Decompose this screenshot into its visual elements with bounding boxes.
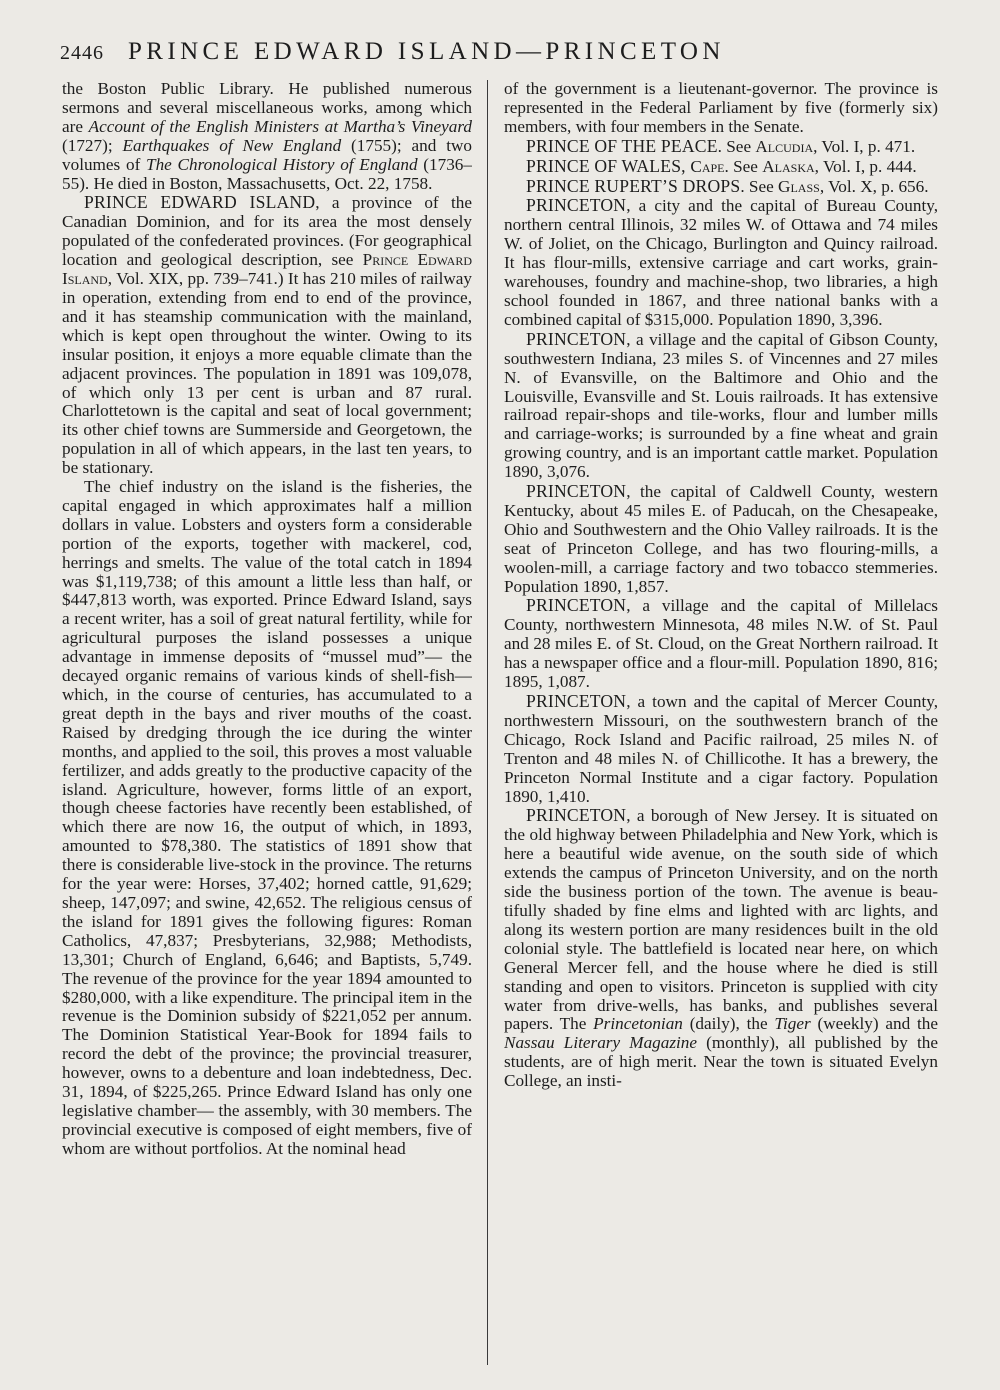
entry-princeton-kentucky: PRINCETON, the capital of Caldwell County, western Kentucky, about 45 miles E. of Paducah, on the Chesapeake, Ohio and Southwestern and the Ohio Valley railroads. It is the seat of Princeton College, and has two flouring-mills, a woolen-mill, a carriage factory and two tobacco stemmeries. Population 1890, 1,857. [504,481,938,596]
entry-prince-edward-island: PRINCE EDWARD ISLAND, a province of the Canadian Dominion, and for its area the most densely populated of the confederated provinces. (For geographical location and geological description, see Prince Edward Island, Vol. XIX, pp. 739–741.) It has 210 miles of railway in operation, extending from end to end of the province, and it has steamship communication with the mainland, which is kept open throughout the winter. Owing to its insular position, it enjoys a more equable climate than the adjacent provinces. The population in 1891 was 109,078, of which only 13 per cent is urban and 87 rural. Charlottetown is the capital and seat of local government; its other chief towns are Summerside and Georgetown, the population in all of which appears, in the last ten years, to be stationary. [62,192,472,478]
entry-prince-ruperts-drops: PRINCE RUPERT’S DROPS. See Glass, Vol. X, p. 656. [526,175,929,196]
paragraph-government-cont: of the government is a lieutenant-governor. The province is represented in the Federal Parliament by five (formerly six) members, with four members in the Senate. [504,80,938,136]
headword: PRINCETON [526,595,627,616]
cross-reference: Alcudia [755,136,814,156]
headword: PRINCETON [526,328,627,349]
headword-cape: Cape [690,156,725,176]
entry-princeton-new-jersey: PRINCETON, a borough of New Jersey. It is situated on the old highway between Philadelphia and New York, which is here a beautiful wide avenue, on the south side of which extends the campus of Princeton University, and on the north side the business portion of the town. The avenue is beautifully shaded by fine elms and lighted with arc lights, and along its western portion are many residences built in the old colonial style. The battlefield is located near here, on which General Mercer fell, and the house where he died is still standing and open to visitors. Princeton is supplied with city water from drive-wells, has banks, and publishes several papers. The Princetonian (daily), the Tiger (weekly) and the Nassau Literary Magazine (monthly), all published by the students, are of high merit. Near the town is situated Evelyn College, an insti- [504,805,938,1091]
cross-reference: Glass [778,176,820,196]
headword: PRINCETON [526,195,627,216]
title-nassau-literary-magazine: Nassau Literary Magazine [504,1033,698,1053]
headword: PRINCETON [526,481,627,502]
entry-princeton-missouri: PRINCETON, a town and the capital of Mercer County, northwestern Missouri, on the southwestern branch of the Chicago, Rock Island and Pacific railroad, 25 miles N. of Trenton and 48 miles N. of Chillicothe. It has a brewery, the Princeton Normal Institute and a cigar factory. Population 1890, 1,410. [504,691,938,806]
page-header [60,38,950,72]
paragraph-prince-thomas-cont: the Boston Public Library. He published numerous sermons and several miscellaneous works, among which are Account of the English Ministers at Martha’s Vineyard (1727); Earthquakes of New England (1755); and two volumes of The Chronological History of England (1736–55). He died in Boston, Massachusetts, Oct. 22, 1758. [62,80,472,193]
headword: PRINCE RUPERT’S DROPS [526,175,741,196]
title-chronological-history: The Chronological History of England [146,154,418,174]
running-head: PRINCE EDWARD ISLAND—PRINCETON [128,38,725,65]
title-account-of-ministers: Account of the English Ministers at Martha’s Vineyard [88,116,472,136]
right-column [504,80,938,1370]
entry-prince-of-the-peace: PRINCE OF THE PEACE. See Alcudia, Vol. I, p. 471. [526,135,916,156]
entry-princeton-indiana: PRINCETON, a village and the capital of Gibson County, southwestern Indiana, 23 miles S. of Vincennes and 27 miles N. of Evansville, on the Baltimore and Ohio and the Louisville, Evansville and St. Louis railroads. It has extensive railroad repair-shops and tile-works, flour and lumber mills and carriage-works; is surrounded by a fine wheat and grain growing country, and is an important cattle market. Population 1890, 3,076. [504,328,938,482]
cross-reference: Alaska [762,156,815,176]
column-divider [487,80,488,1365]
title-earthquakes: Earthquakes of New England [122,135,342,155]
entry-prince-of-wales-cape: PRINCE OF WALES, Cape. See Alaska, Vol. I, p. 444. [526,155,917,176]
headword: PRINCETON [526,805,627,826]
headword: PRINCE OF THE PEACE [526,135,718,156]
title-tiger: Tiger [774,1014,811,1034]
paragraph-fisheries: The chief industry on the island is the fisheries, the capital engaged in which approximates half a million dollars in value. Lobsters and oysters form a considerable portion of the exports, together with mackerel, cod, herrings and smelts. The value of the total catch in 1894 was $1,119,738; of this amount a little less than half, or $447,813 worth, was exported. Prince Edward Island, says a recent writer, has a soil of great natural fertility, while for agricultural purposes the island possesses a unique advantage in immense deposits of “mussel mud”— the decayed organic remains of various kinds of shell-fish—which, in the course of centuries, has accumulated to a great depth in the bays and river mouths of the coast. Raised by dredging through the ice during the winter months, and applied to the soil, this proves a most valuable fertilizer, and adds greatly to the productive capacity of the island. Agriculture, however, forms little of an export, though cheese factories have recently been established, of which there are now 16, the output of which, in 1893, amounted to $78,380. The statistics of 1891 show that there is considerable live-stock in the province. The returns for the year were: Horses, 37,402; horned cattle, 91,629; sheep, 147,097; and swine, 42,652. The religious census of the island for 1891 gives the following figures: Roman Catholics, 47,837; Presbyterians, 32,988; Methodists, 13,301; Church of England, 6,646; and Baptists, 5,749. The revenue of the province for the year 1894 amounted to $280,000, with a like expenditure. The principal item in the revenue is the Dominion subsidy of $221,052 per annum. The Dominion Statistical Year-Book for 1894 fails to record the debt of the province; the provincial treasurer, however, owns to a debenture and loan indebtedness, Dec. 31, 1894, of $225,265. Prince Edward Island has only one legislative chamber— the assembly, with 30 members. The provincial executive is composed of eight members, five of whom are without portfolios. At the nominal head [62,477,472,1158]
title-princetonian: Princetonian [593,1014,683,1034]
left-column [62,80,472,1370]
cross-reference: Prince Edward Island [62,250,472,289]
headword: PRINCETON [526,691,627,711]
entry-princeton-illinois: PRINCETON, a city and the capital of Bureau County, northern central Illinois, 32 miles W. of Ottawa and 74 miles W. of Joliet, on the Chicago, Burlington and Quincy railroad. It has flour-mills, extensive carriage and cart works, grain-warehouses, foundry and machine-shop, two libraries, a high school founded in 1867, and three national banks with a combined capital of $315,000. Population 1890, 3,396. [504,195,938,329]
headword: PRINCE OF WALES, [526,155,691,176]
entry-princeton-minnesota: PRINCETON, a village and the capital of Millelacs County, northwestern Minnesota, 48 miles N.W. of St. Paul and 28 miles E. of St. Cloud, on the Great Northern railroad. It has a newspaper office and a flour-mill. Population 1890, 816; 1895, 1,087. [504,595,938,692]
page-number: 2446 [60,42,104,64]
headword: PRINCE EDWARD ISLAND [84,192,316,213]
